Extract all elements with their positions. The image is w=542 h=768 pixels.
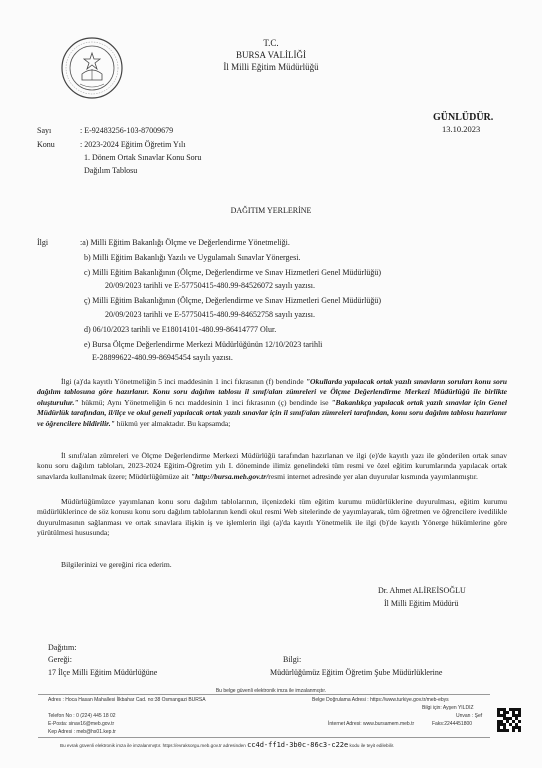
ilgi-item: ç) Milli Eğitim Bakanlığının (Ölçme, Değerlendirme ve Sınav Hizmetleri Genel Müdürlüğü) [84,296,382,305]
body-paragraph-3: Müdürlüğümüzce yayımlanan konu soru dağılım tablolarının, ilçenizdeki tüm eğitim kurumu müdürlüklerine duyurulması, eğitim kurumu müdürlüklerince de söz konusu konu soru dağılım tablolarının kendi okul resmi Web sitelerinde de yayımlayarak, tüm öğretmen ve öğrencilere ivedilikle duyurulmasının sağlanması ve ortak sınavlara ilişkin iş ve işlemlerin ilgi (a)'da kayıtlı Yönetmelik ile ilgi (b)'de kayıtlı Yönerge hükümlerine göre yürütülmesi hususunda; [37,497,507,538]
ilgi-item: c) Milli Eğitim Bakanlığının (Ölçme, Değerlendirme ve Sınav Hizmetleri Genel Müdürlüğü) [84,268,382,277]
body-paragraph-2: İl sınıf/alan zümreleri ve Ölçme Değerlendirme Merkezi Müdürlüğü tarafından hazırlanan ve ilgi (e)'de kayıtlı yazı ile gönderilen ortak sınav konu soru dağılım tabloları, 2023-2024 Eğitim-Öğretim yılı I. döneminde ilimiz genelindeki tüm resmi ve özel eğitim kurumlarında yapılacak ortak sınavlarda kullanılmak üzere; Müdürlüğümüze ait "http://bursa.meb.gov.tr/resmi internet adresinde yer alan duyurular kısmında yayımlanmıştır. [37,451,507,481]
geregi-label: Gereği: [48,655,72,664]
signatory-title: İl Milli Eğitim Müdürü [384,599,459,608]
konu-label: Konu [37,140,55,149]
bilgi-value: Müdürlüğümüz Eğitim Öğretim Şube Müdürlüklerine [270,668,443,677]
ilgi-item: d) 06/10/2023 tarihli ve E18014101-480.99-86414777 Olur. [84,325,277,334]
konu-line-1: : 2023-2024 Eğitim Öğretim Yılı [80,140,186,149]
konu-line-3: Dağılım Tablosu [84,166,138,175]
sayi-value: : E-92483256-103-87009679 [80,126,174,135]
ilgi-item: e) Bursa Ölçme Değerlendirme Merkezi Müdürlüğünün 12/10/2023 tarihli [84,340,323,349]
verification-code: cc4d-ff1d-3b0c-86c3-c22e [247,741,349,749]
header-tc: T.C. [263,38,279,48]
meb-website-link[interactable]: "http://bursa.meb.gov.tr/ [190,471,269,481]
ilgi-item: 20/09/2023 tarihli ve E-57750415-480.99-84652758 sayılı yazısı. [105,310,315,319]
footer-verify-url[interactable]: Belge Doğrulama Adresi : https://www.turkiye.gov.tr/meb-ebys [312,697,449,703]
footer-phone: Telefon No : 0 (224) 445 18 02 [48,713,116,719]
verification-note: Bu evrak güvenli elektronik imza ile imzalanmıştır. https://evraksorgu.meb.gov.tr adresinden cc4d-ff1d-3b0c-86c3-c22e kodu ile teyit edilebilir. [60,741,395,749]
footer-unvan: Unvan : Şef [456,713,483,719]
dagitim-label: Dağıtım: [48,643,77,652]
ilgi-item: b) Milli Eğitim Bakanlığı Yazılı ve Uygulamalı Sınavlar Yönergesi. [84,253,301,262]
footer-web[interactable]: İnternet Adresi: www.bursamem.meb.tr [328,721,415,727]
qr-code [497,708,521,732]
konu-line-2: 1. Dönem Ortak Sınavlar Konu Soru [84,153,202,162]
footer-divider [38,694,490,695]
footer-divider [38,737,490,738]
header-valilik: BURSA VALİLİĞİ [236,50,306,60]
header-mudurluk: İl Milli Eğitim Müdürlüğü [223,62,319,72]
footer-contact-person: Bilgi için: Ayşen YILDIZ [422,705,474,711]
body-paragraph-1: İlgi (a)'da kayıtlı Yönetmeliğin 5 inci maddesinin 1 inci fıkrasının (f) bendinde "Okullarda yapılacak ortak yazılı sınavların soruları konu soru dağılım tablosuna göre hazırlanır. Konu soru dağılım tablosu il sınıf/alan zümreleri ve Ölçme Değerlendirme Merkezi Müdürlüğü ile birlikte oluşturulur." hükmü; Aynı Yönetmeliğin 6 ncı maddesinin 1 inci fıkrasının (ç) bendinde ise "Bakanlıkça yapılacak ortak yazılı sınavlar için Genel Müdürlük tarafından, il/ilçe ve okul geneli yapılacak ortak yazılı sınavlar için il sınıf/alan zümreleri tarafından, konu soru dağılım tablosu hazırlanır ve öğrencilere bildirilir." hükmü yer almaktadır. Bu kapsamda; [37,377,508,428]
sayi-label: Sayı [37,126,52,135]
ilgi-label: İlgi [37,238,49,247]
ilgi-item: E-28899622-480.99-86945454 sayılı yazısı. [92,353,233,362]
footer-email[interactable]: E-Posta: sinav16@meb.gov.tr [48,721,115,727]
document-date: 13.10.2023 [442,124,481,134]
bilgi-label: Bilgi: [283,655,302,664]
ilgi-item: :a) Milli Eğitim Bakanlığı Ölçme ve Değerlendirme Yönetmeliği. [80,238,290,247]
gunludur-label: GÜNLÜDÜR. [433,112,494,123]
distribution-heading: DAĞITIM YERLERİNE [230,206,312,215]
signatory-name: Dr. Ahmet ALİREİSOĞLU [378,586,466,595]
footer-address: Adres : Hoca Hasan Mahallesi İlkbahar Cad. no:38 Osmangazi BURSA [48,697,206,703]
esign-note: Bu belge güvenli elektronik imza ile imzalanmıştır. [215,688,327,694]
closing-sentence: Bilgilerinizi ve gereğini rica ederim. [61,560,172,569]
ilgi-item: 20/09/2023 tarihli ve E-57750415-480.99-84526072 sayılı yazısı. [105,281,315,290]
footer-fax: Faks:2244451800 [432,721,473,727]
geregi-value: 17 İlçe Milli Eğitim Müdürlüğüne [48,668,158,677]
footer-kep: Kep Adresi : meb@hs01.kep.tr [48,729,116,735]
